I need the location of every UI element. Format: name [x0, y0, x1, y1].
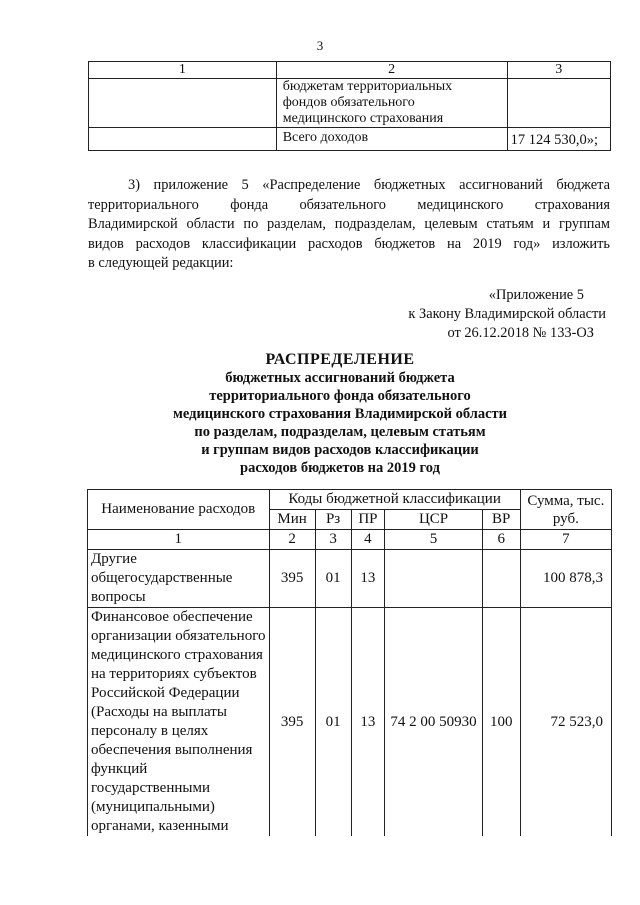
col-number: 1	[88, 530, 270, 550]
cell-line: медицинского страхования	[282, 111, 444, 126]
col-number: 3	[315, 530, 351, 550]
budget-table	[87, 489, 612, 836]
header-vr: ВР	[482, 510, 520, 530]
table-cell	[89, 128, 277, 151]
table-cell	[89, 79, 277, 128]
row-name: Другие общегосударственные вопросы	[88, 550, 270, 608]
title-main: РАСПРЕДЕЛЕНИЕ	[265, 351, 415, 368]
header-min: Мин	[269, 510, 315, 530]
col-number: 4	[351, 530, 385, 550]
paragraph-line: видов расходов классификации расходов бюджетов на 2019 год» изложить	[88, 235, 610, 252]
header-codes: Коды бюджетной классификации	[269, 490, 520, 510]
table-row	[89, 79, 611, 128]
row-csr	[385, 550, 482, 608]
table-cell: 1	[89, 62, 277, 79]
page-number: 3	[316, 38, 324, 53]
row-name: Финансовое обеспечение организации обязательного медицинского страхования на территориях субъектов Российской Федерации (Расходы на выплаты персоналу в целях обеспечения выполнения функций государственными (муниципальными) органами, казенными	[88, 608, 270, 837]
table-cell	[276, 79, 507, 128]
row-min: 395	[269, 550, 315, 608]
top-table	[88, 61, 611, 151]
appendix-line-2: к Закону Владимирской области	[408, 306, 606, 322]
header-name: Наименование расходов	[88, 490, 270, 530]
appendix-line-1: «Приложение 5	[488, 287, 584, 303]
table-cell	[507, 79, 610, 128]
row-csr: 74 2 00 50930	[385, 608, 482, 837]
cell-line: фондов обязательного	[282, 95, 415, 110]
table-row	[88, 550, 612, 608]
table-cell: 3	[507, 62, 610, 79]
table-row	[88, 608, 612, 837]
table-row	[89, 128, 611, 151]
title-line: бюджетных ассигнований бюджета	[225, 370, 455, 386]
total-value: 17 124 530,0»;	[507, 128, 610, 151]
table-cell: 2	[276, 62, 507, 79]
title-line: расходов бюджетов на 2019 год	[240, 460, 440, 476]
header-csr: ЦСР	[385, 510, 482, 530]
table-row	[89, 62, 611, 79]
row-rz: 01	[315, 550, 351, 608]
paragraph-line: 3) приложение 5 «Распределение бюджетных ассигнований бюджета	[128, 177, 610, 193]
col-number: 7	[520, 530, 611, 550]
title-line: и группам видов расходов классификации	[201, 442, 479, 458]
column-number-row	[88, 530, 612, 550]
paragraph-line: Владимирской области по разделам, подразделам, целевым статьям и группам	[88, 216, 610, 232]
table-header-row	[88, 490, 612, 510]
row-sum: 72 523,0	[520, 608, 611, 837]
appendix-line-3: от 26.12.2018 № 133-ОЗ	[447, 325, 594, 341]
col-number: 2	[269, 530, 315, 550]
total-label: Всего доходов	[276, 128, 507, 151]
row-min: 395	[269, 608, 315, 837]
col-number: 5	[385, 530, 482, 550]
row-pr: 13	[351, 608, 385, 837]
col-number: 6	[482, 530, 520, 550]
row-vr	[482, 550, 520, 608]
header-sum: Сумма, тыс. руб.	[520, 490, 611, 530]
row-vr: 100	[482, 608, 520, 837]
row-rz: 01	[315, 608, 351, 837]
paragraph-line: в следующей редакции:	[88, 255, 234, 271]
paragraph-line: территориального фонда обязательного медицинского страхования	[88, 196, 610, 213]
amendment-paragraph	[88, 176, 610, 274]
title-line: медицинского страхования Владимирской области	[172, 406, 508, 422]
title-line: по разделам, подразделам, целевым статьям	[194, 424, 486, 440]
header-pr: ПР	[351, 510, 385, 530]
cell-line: бюджетам территориальных	[282, 79, 453, 94]
header-rz: Рз	[315, 510, 351, 530]
title-line: территориального фонда обязательного	[209, 388, 471, 404]
row-pr: 13	[351, 550, 385, 608]
document-title	[100, 351, 580, 477]
row-sum: 100 878,3	[520, 550, 611, 608]
